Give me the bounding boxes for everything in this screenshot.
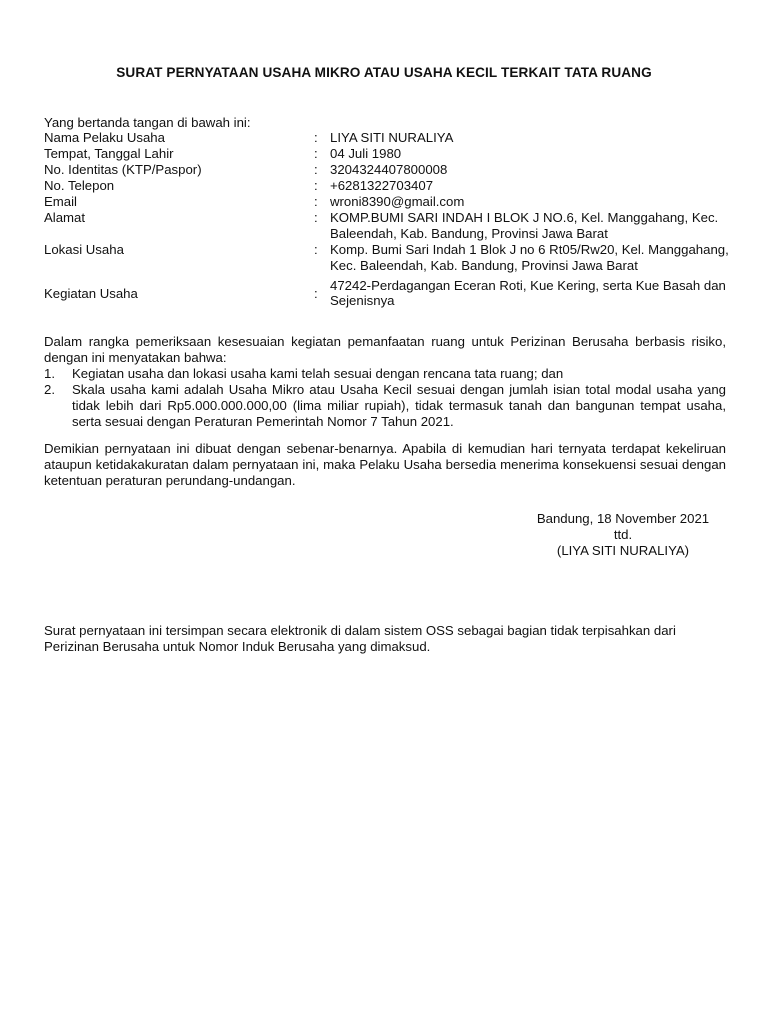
statement-list <box>44 366 726 430</box>
closing-paragraph: Demikian pernyataan ini dibuat dengan sebenar-benarnya. Apabila di kemudian hari ternyata terdapat kekeliruan ataupun ketidakakuratan dalam pernyataan ini, maka Pelaku Usaha bersedia menerima konsekuensi sesuai dengan ketentuan peraturan perundang-undangan. <box>44 441 726 488</box>
field-value: 3204324407800008 <box>330 162 448 177</box>
field-colon: : <box>314 130 318 145</box>
field-colon: : <box>314 194 318 209</box>
list-number: 1. <box>44 366 55 381</box>
field-colon: : <box>314 146 318 161</box>
list-text: Skala usaha kami adalah Usaha Mikro atau Usaha Kecil sesuai dengan jumlah isian total modal usaha yang tidak lebih dari Rp5.000.000.000,00 (lima miliar rupiah), tidak termasuk tanah dan bangunan tempat usaha, serta sesuai dengan Peraturan Pemerintah Nomor 7 Tahun 2021. <box>72 382 726 429</box>
field-label: Alamat <box>44 210 86 225</box>
statement-paragraph: Dalam rangka pemeriksaan kesesuaian kegiatan pemanfaatan ruang untuk Perizinan Berusaha berbasis risiko, dengan ini menyatakan bahwa: <box>44 334 726 365</box>
field-row-lokasi <box>44 242 734 274</box>
field-row-ttl <box>44 146 734 162</box>
signatory-name: (LIYA SITI NURALIYA) <box>556 543 690 558</box>
field-value: 04 Juli 1980 <box>330 146 402 161</box>
field-label: Tempat, Tanggal Lahir <box>44 146 174 161</box>
field-row-nama <box>44 130 734 146</box>
field-value: +6281322703407 <box>330 178 434 193</box>
field-row-kegiatan <box>44 278 734 308</box>
field-colon: : <box>314 286 318 301</box>
field-value: Komp. Bumi Sari Indah 1 Blok J no 6 Rt05/Rw20, Kel. Manggahang, Kec. Baleendah, Kab. Bandung, Provinsi Jawa Barat <box>330 242 729 273</box>
signature-ttd: ttd. <box>613 527 633 542</box>
field-colon: : <box>314 242 318 257</box>
footer-note: Surat pernyataan ini tersimpan secara elektronik di dalam sistem OSS sebagai bagian tidak terpisahkan dari Perizinan Berusaha untuk Nomor Induk Berusaha yang dimaksud. <box>44 623 676 654</box>
field-label: No. Identitas (KTP/Paspor) <box>44 162 202 177</box>
field-row-telepon <box>44 178 734 194</box>
field-row-email <box>44 194 734 210</box>
list-text: Kegiatan usaha dan lokasi usaha kami telah sesuai dengan rencana tata ruang; dan <box>72 366 564 381</box>
place-date: Bandung, 18 November 2021 <box>536 511 710 526</box>
field-colon: : <box>314 210 318 225</box>
field-label: Kegiatan Usaha <box>44 286 138 301</box>
field-value: LIYA SITI NURALIYA <box>330 130 454 145</box>
field-row-alamat <box>44 210 734 242</box>
field-label: Nama Pelaku Usaha <box>44 130 165 145</box>
field-value: KOMP.BUMI SARI INDAH I BLOK J NO.6, Kel. Manggahang, Kec. Baleendah, Kab. Bandung, Provinsi Jawa Barat <box>330 210 719 241</box>
identity-fields <box>44 130 734 308</box>
field-row-identitas <box>44 162 734 178</box>
signature-block <box>510 511 736 559</box>
field-colon: : <box>314 178 318 193</box>
field-value: wroni8390@gmail.com <box>330 194 465 209</box>
list-item <box>44 382 726 430</box>
document-title: SURAT PERNYATAAN USAHA MIKRO ATAU USAHA KECIL TERKAIT TATA RUANG <box>116 65 652 80</box>
list-item <box>44 366 726 382</box>
field-label: Lokasi Usaha <box>44 242 124 257</box>
field-label: No. Telepon <box>44 178 115 193</box>
field-colon: : <box>314 162 318 177</box>
list-number: 2. <box>44 382 55 397</box>
field-label: Email <box>44 194 77 209</box>
field-value: 47242-Perdagangan Eceran Roti, Kue Kering, serta Kue Basah dan Sejenisnya <box>330 278 726 308</box>
intro-text: Yang bertanda tangan di bawah ini: <box>44 115 251 130</box>
